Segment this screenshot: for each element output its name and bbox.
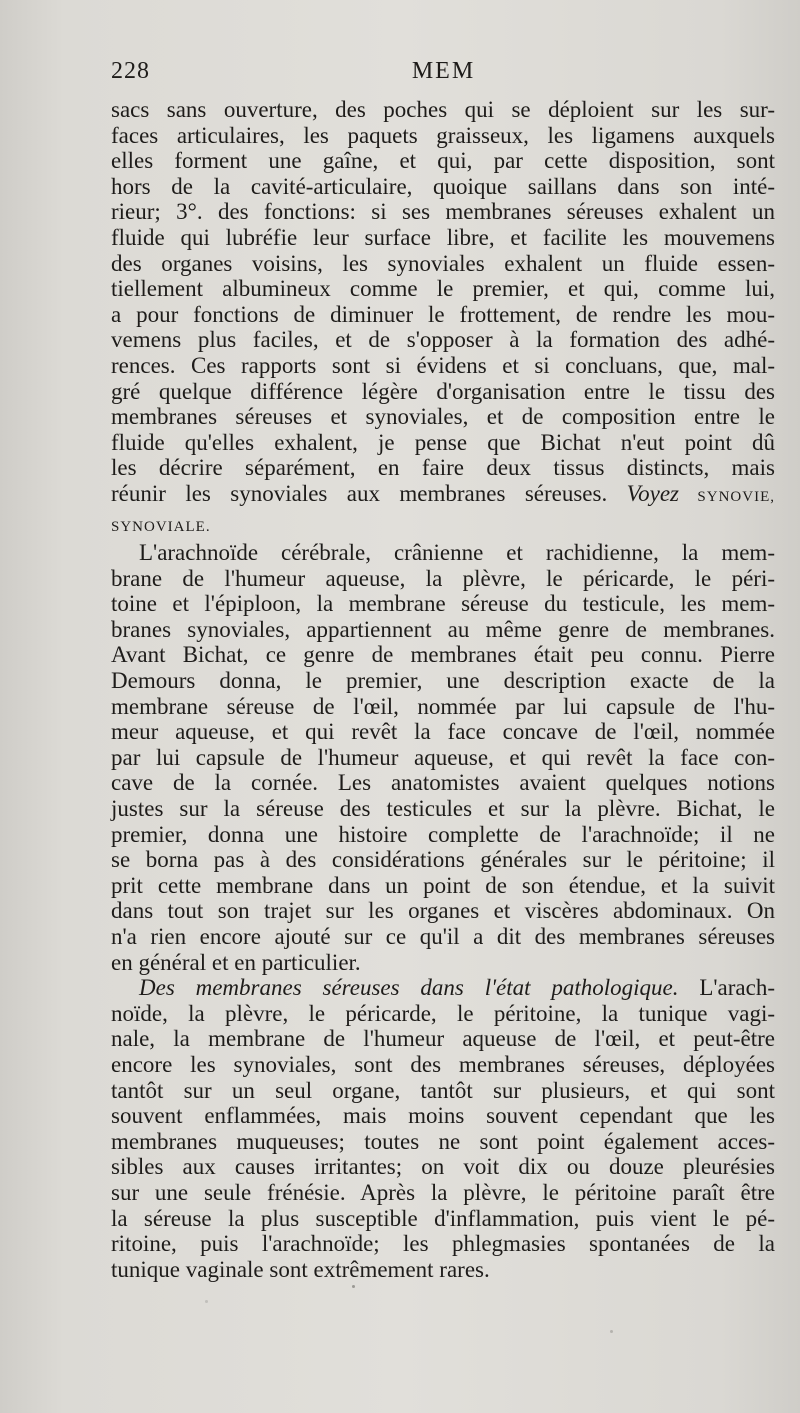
text-line: rences. Ces rapports sont si évidens et si concluans, que, mal-: [111, 352, 775, 378]
text-line: la séreuse la plus susceptible d'inflammation, puis vient le pé-: [111, 1205, 775, 1231]
text-line: sur une seule frénésie. Après la plèvre, le péritoine paraît être: [111, 1179, 775, 1205]
text-line: rieur; 3°. des fonctions: si ses membranes séreuses exhalent un: [111, 199, 775, 225]
text-line: a pour fonctions de diminuer le frottement, de rendre les mou-: [111, 301, 775, 327]
section-lead-line: [111, 975, 775, 1001]
text-line: par lui capsule de l'humeur aqueuse, et qui revêt la face con-: [111, 744, 775, 770]
text-line: membrane séreuse de l'œil, nommée par lui capsule de l'hu-: [111, 693, 775, 719]
text-line: justes sur la séreuse des testicules et sur la plèvre. Bichat, le: [111, 796, 775, 822]
text-line: faces articulaires, les paquets graisseux, les ligamens auxquels: [111, 122, 775, 148]
text-line: ritoine, puis l'arachnoïde; les phlegmasies spontanées de la: [111, 1231, 775, 1257]
text-line: hors de la cavité-articulaire, quoique saillans dans son inté-: [111, 173, 775, 199]
text-line: fluide qu'elles exhalent, je pense que Bichat n'eut point dû: [111, 429, 775, 455]
page-header: [111, 58, 776, 92]
paper-speck: [610, 1330, 613, 1333]
text-line: des organes voisins, les synoviales exhalent un fluide essen-: [111, 250, 775, 276]
text-line: Avant Bichat, ce genre de membranes était peu connu. Pierre: [111, 642, 775, 668]
text-line: elles forment une gaîne, et qui, par cette disposition, sont: [111, 148, 775, 174]
page-number: 228: [111, 58, 150, 84]
text-line: membranes muqueuses; toutes ne sont point également acces-: [111, 1128, 775, 1154]
text-line: souvent enflammées, mais moins souvent cependant que les: [111, 1103, 775, 1129]
text-line: prit cette membrane dans un point de son étendue, et la suivit: [111, 872, 775, 898]
cross-reference-term-continued: [111, 511, 775, 541]
body-text: [111, 97, 775, 1282]
paragraph-2: [111, 540, 775, 975]
text-line: premier, donna une histoire complette de l'arachnoïde; il ne: [111, 821, 775, 847]
text-line: fluide qui lubréfie leur surface libre, et facilite les mouvemens: [111, 224, 775, 250]
running-head: MEM: [411, 58, 476, 84]
cross-reference-line: [111, 481, 775, 511]
text-line: dans tout son trajet sur les organes et viscères abdominaux. On: [111, 898, 775, 924]
text-line: tiellement albumineux comme le premier, et qui, comme lui,: [111, 276, 775, 302]
text-line: noïde, la plèvre, le péricarde, le péritoine, la tunique vagi-: [111, 1000, 775, 1026]
section-lead-rest: L'arach-: [678, 975, 776, 1001]
text-line: vemens plus faciles, et de s'opposer à la formation des adhé-: [111, 327, 775, 353]
text-line: tantôt sur un seul organe, tantôt sur plusieurs, et qui sont: [111, 1077, 775, 1103]
text-line: meur aqueuse, et qui revêt la face concave de l'œil, nommée: [111, 719, 775, 745]
text-line: tunique vaginale sont extrêmement rares.: [111, 1256, 490, 1282]
text-line: cave de la cornée. Les anatomistes avaient quelques notions: [111, 770, 775, 796]
text-line: sibles aux causes irritantes; on voit dix ou douze pleurésies: [111, 1154, 775, 1180]
paper-speck: [352, 1285, 355, 1288]
text-line: membranes séreuses et synoviales, et de composition entre le: [111, 404, 775, 430]
paper-speck: [205, 1300, 208, 1303]
text-line: en général et en particulier.: [111, 949, 361, 975]
text-line: sacs sans ouverture, des poches qui se déploient sur les sur-: [111, 97, 775, 122]
voyez-italic: Voyez: [626, 480, 679, 506]
text-line: brane de l'humeur aqueuse, la plèvre, le péricarde, le péri-: [111, 565, 775, 591]
text-line: se borna pas à des considérations générales sur le péritoine; il: [111, 847, 775, 873]
cross-reference-term: SYNOVIE,: [679, 488, 775, 505]
text-line: les décrire séparément, en faire deux tissus distincts, mais: [111, 455, 775, 481]
text-line: nale, la membrane de l'humeur aqueuse de l'œil, et peut-être: [111, 1026, 775, 1052]
text-line: toine et l'épiploon, la membrane séreuse du testicule, les mem-: [111, 591, 775, 617]
text-line: n'a rien encore ajouté sur ce qu'il a dit des membranes séreuses: [111, 924, 775, 949]
paragraph-3: [111, 975, 775, 1282]
text-line: Demours donna, le premier, une description exacte de la: [111, 668, 775, 694]
text-line: L'arachnoïde cérébrale, crânienne et rachidienne, la mem-: [139, 540, 775, 566]
section-italic-heading: Des membranes séreuses dans l'état pathologique.: [139, 975, 679, 1001]
text-line: encore les synoviales, sont des membranes séreuses, déployées: [111, 1051, 775, 1077]
text-line: branes synoviales, appartiennent au même genre de membranes.: [111, 616, 775, 642]
cross-reference-term-2: SYNOVIALE.: [111, 518, 211, 535]
text-line: gré quelque différence légère d'organisation entre le tissu des: [111, 378, 775, 404]
paragraph-1: [111, 97, 775, 540]
cross-reference-text: réunir les synoviales aux membranes séreuses.: [111, 480, 627, 506]
